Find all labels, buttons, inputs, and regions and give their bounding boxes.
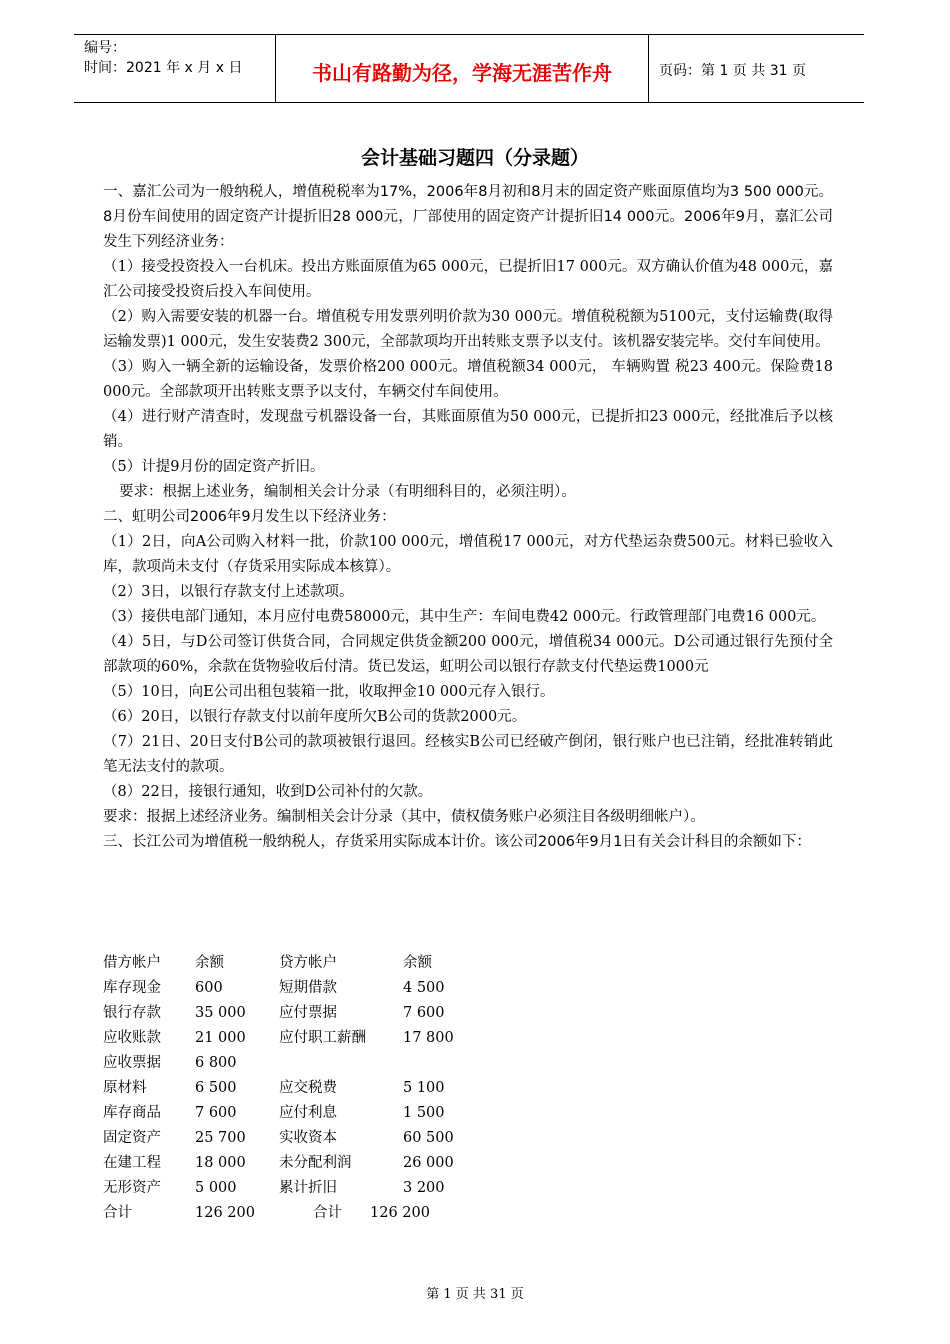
credit-balance: 7 600 [403, 1005, 445, 1021]
debit-total-value: 126 200 [195, 1205, 255, 1221]
debit-account: 无形资产 [103, 1180, 161, 1196]
debit-account: 银行存款 [103, 1005, 161, 1021]
debit-balance: 35 000 [195, 1005, 246, 1021]
debit-total-label: 合计 [103, 1205, 132, 1221]
section-3-intro: 三、长江公司为增值税一般纳税人，存货采用实际成本计价。该公司2006年9月1日有关会计科目的余额如下： [103, 834, 811, 850]
credit-balance: 60 500 [403, 1130, 454, 1146]
section-1-intro: 一、嘉汇公司为一般纳税人，增值税税率为17%，2006年8月初和8月末的固定资产账面原值均为3 500 000元。8月份车间使用的固定资产计提折旧28 000元，厂部使用的固定资产计提折旧14 000元。2006年9月，嘉汇公司发生下列经济业务： [103, 184, 833, 250]
credit-account: 应付利息 [279, 1105, 337, 1121]
debit-balance: 18 000 [195, 1155, 246, 1171]
document-time-label: 时间：2021 年 x 月 x 日 [84, 60, 243, 76]
debit-balance: 7 600 [195, 1105, 237, 1121]
header-credit-account: 贷方帐户 [279, 955, 337, 971]
requirement-text: 要求：报据上述经济业务。编制相关会计分录（其中，债权债务账户必须注目各级明细帐户）。 [103, 809, 705, 825]
credit-account: 实收资本 [279, 1130, 337, 1146]
debit-balance: 600 [195, 980, 223, 996]
header-meta-cell [74, 35, 276, 102]
credit-balance: 26 000 [403, 1155, 454, 1171]
question-item: （7）21日、20日支付B公司的款项被银行退回。经核实B公司已经破产倒闭，银行账户也已注销，经批准转销此笔无法支付的款项。 [103, 734, 833, 775]
credit-balance: 5 100 [403, 1080, 445, 1096]
page-footer [0, 1283, 950, 1302]
debit-balance: 21 000 [195, 1030, 246, 1046]
question-item: （3）接供电部门通知，本月应付电费58000元，其中生产：车间电费42 000元。行政管理部门电费16 000元。 [103, 609, 826, 625]
debit-balance: 25 700 [195, 1130, 246, 1146]
document-title: 会计基础习题四（分录题） [360, 147, 589, 169]
credit-balance: 4 500 [403, 980, 445, 996]
credit-account: 短期借款 [279, 980, 337, 996]
credit-balance: 1 500 [403, 1105, 445, 1121]
document-number-label: 编号： [84, 40, 126, 56]
debit-account: 应收账款 [103, 1030, 161, 1046]
question-item: （5）计提9月份的固定资产折旧。 [103, 459, 325, 475]
header-motto-cell [276, 35, 649, 102]
document-body [103, 180, 833, 855]
debit-account: 固定资产 [103, 1130, 161, 1146]
question-item: （5）10日，向E公司出租包装箱一批，收取押金10 000元存入银行。 [103, 684, 555, 700]
document-header [74, 34, 864, 103]
question-item: （2）3日，以银行存款支付上述款项。 [103, 584, 354, 600]
question-item: （6）20日，以银行存款支付以前年度所欠B公司的货款2000元。 [103, 709, 527, 725]
debit-account: 原材料 [103, 1080, 147, 1096]
header-page-cell [649, 35, 864, 102]
debit-balance: 6 500 [195, 1080, 237, 1096]
credit-balance: 17 800 [403, 1030, 454, 1046]
header-page-label: 页码：第 1 页 共 31 页 [659, 63, 806, 79]
footer-page-number: 第 1 页 共 31 页 [426, 1287, 524, 1302]
question-item: （8）22日，接银行通知，收到D公司补付的欠款。 [103, 784, 433, 800]
header-debit-account: 借方帐户 [103, 955, 161, 971]
section-2-intro: 二、虹明公司2006年9月发生以下经济业务： [103, 509, 396, 525]
header-credit-balance: 余额 [403, 955, 432, 971]
debit-balance: 5 000 [195, 1180, 237, 1196]
question-item: （2）购入需要安装的机器一台。增值税专用发票列明价款为30 000元。增值税税额为5100元，支付运输费(取得运输发票)1 000元，发生安装费2 300元，全部款项均开出转账支票予以支付。该机器安装完毕。交付车间使用。 [103, 309, 833, 350]
header-debit-balance: 余额 [195, 955, 224, 971]
debit-account: 应收票据 [103, 1055, 161, 1071]
credit-account: 累计折旧 [279, 1180, 337, 1196]
debit-balance: 6 800 [195, 1055, 237, 1071]
credit-account: 应付职工薪酬 [279, 1030, 366, 1046]
credit-total-value: 126 200 [370, 1205, 430, 1221]
debit-account: 库存现金 [103, 980, 161, 996]
debit-account: 在建工程 [103, 1155, 161, 1171]
debit-account: 库存商品 [103, 1105, 161, 1121]
credit-total-label: 合计 [313, 1205, 342, 1221]
credit-account: 应交税费 [279, 1080, 337, 1096]
question-item: （3）购入一辆全新的运输设备，发票价格200 000元。增值税额34 000元， 车辆购置 税23 400元。保险费18 000元。全部款项开出转账支票予以支付，车辆交付车间使用。 [103, 359, 833, 400]
question-item: （1）接受投资投入一台机床。投出方账面原值为65 000元，已提折旧17 000元。双方确认价值为48 000元，嘉汇公司接受投资后投入车间使用。 [103, 259, 833, 300]
question-item: （4）进行财产清查时，发现盘亏机器设备一台，其账面原值为50 000元，已提折扣23 000元，经批准后予以核销。 [103, 409, 833, 450]
question-item: （1）2日，向A公司购入材料一批，价款100 000元，增值税17 000元，对方代垫运杂费500元。材料已验收入库，款项尚未支付（存货采用实际成本核算）。 [103, 534, 833, 575]
requirement-text: 要求：根据上述业务，编制相关会计分录（有明细科目的，必须注明）。 [119, 484, 576, 500]
credit-account: 未分配利润 [279, 1155, 352, 1171]
credit-account: 应付票据 [279, 1005, 337, 1021]
question-item: （4）5日，与D公司签订供货合同，合同规定供货金额200 000元，增值税34 000元。D公司通过银行先预付全部款项的60%，余款在货物验收后付清。货已发运，虹明公司以银行存款支付代垫运费1000元 [103, 634, 833, 675]
header-motto: 书山有路勤为径，学海无涯苦作舟 [312, 61, 612, 85]
credit-balance: 3 200 [403, 1180, 445, 1196]
